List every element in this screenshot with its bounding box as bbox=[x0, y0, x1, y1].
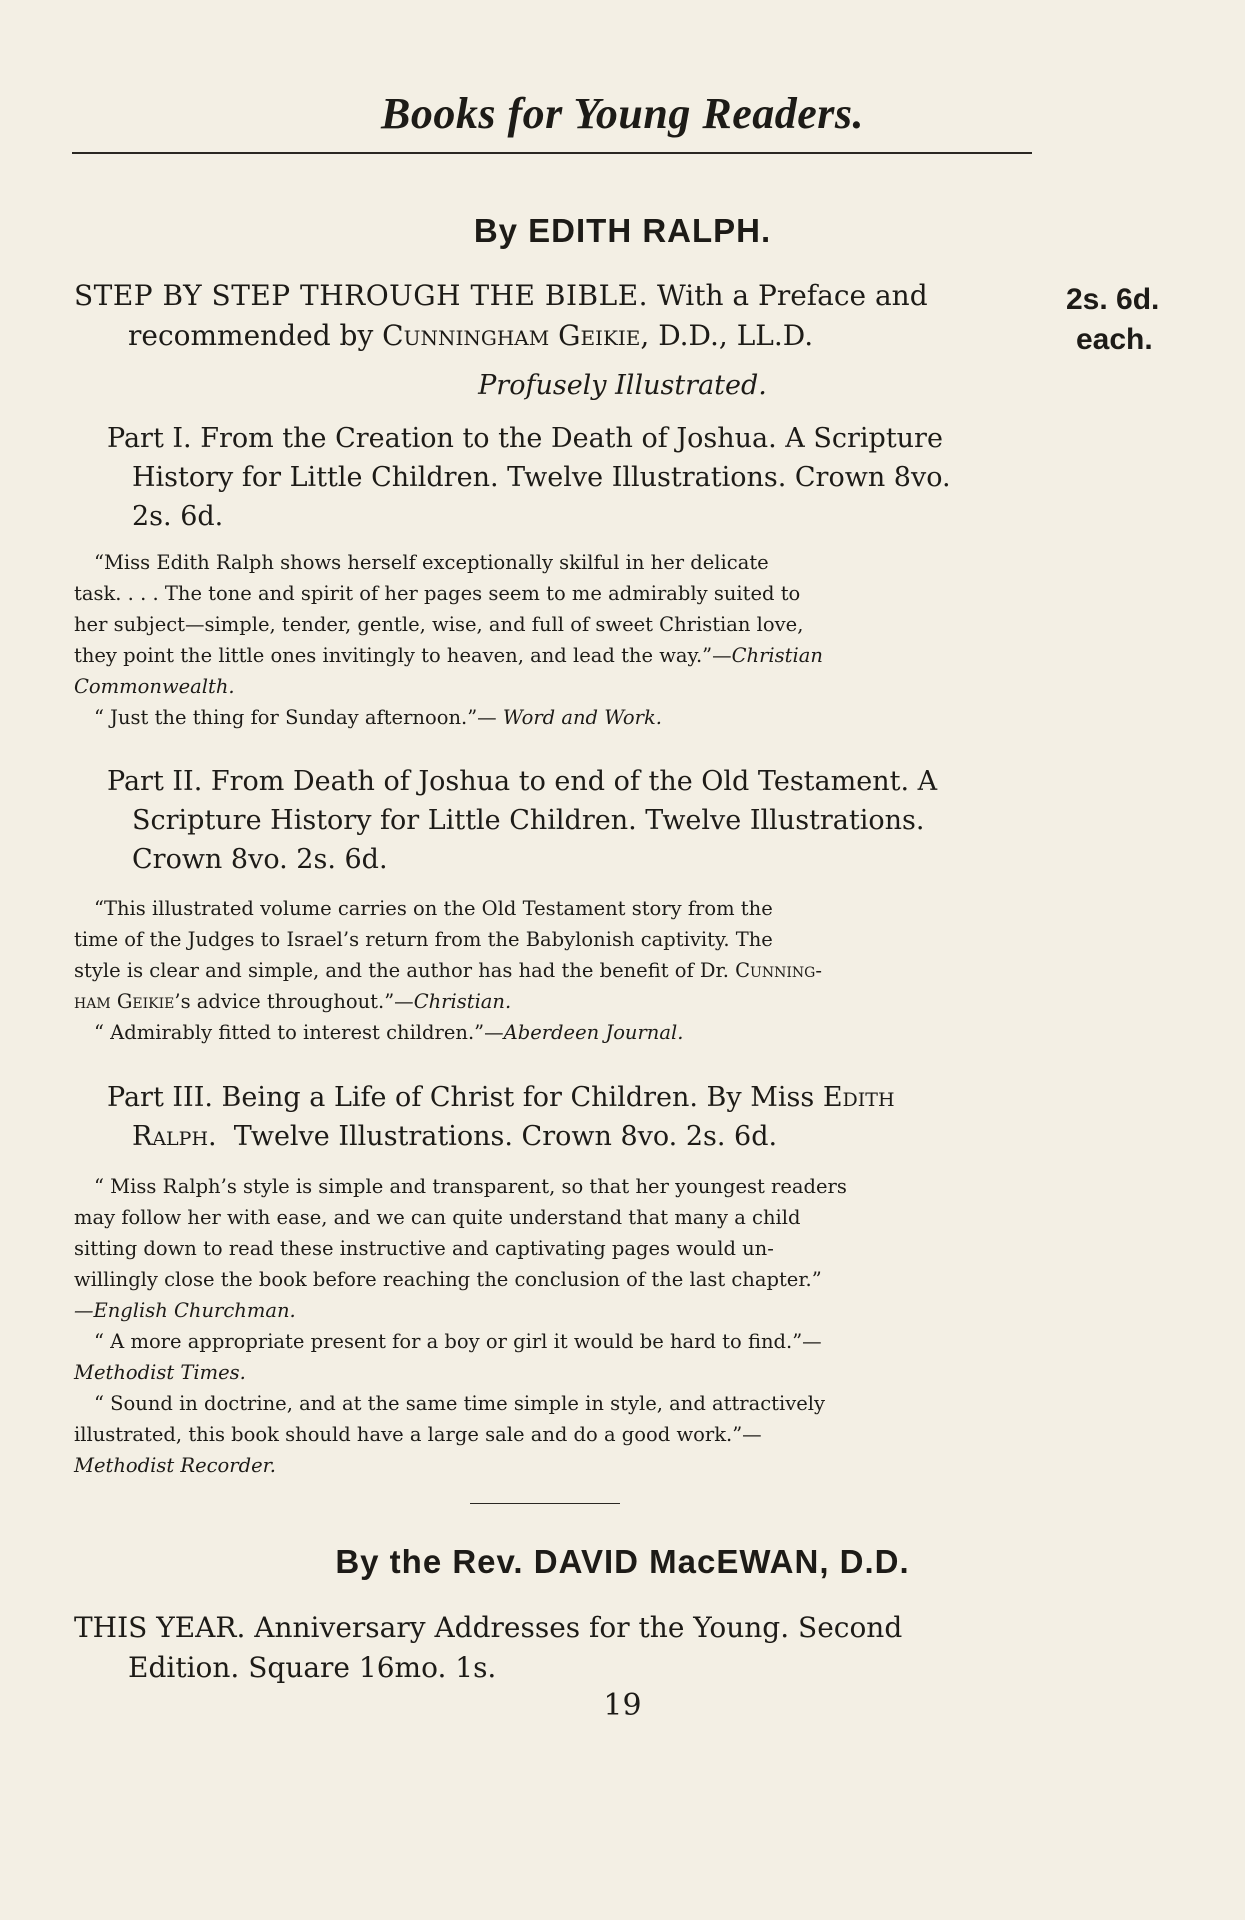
part-author: Edith bbox=[822, 1082, 895, 1113]
entry-line-1 bbox=[74, 276, 1034, 316]
author-heading-edith-ralph: By EDITH RALPH. bbox=[473, 212, 772, 249]
entry-line-1: THIS YEAR. Anniversary Addresses for the Young. Second bbox=[74, 1611, 903, 1644]
part-line: History for Little Children. Twelve Illustrations. Crown 8vo. bbox=[132, 462, 951, 493]
review-line: may follow her with ease, and we can quite understand that many a child bbox=[74, 1206, 801, 1229]
entry-line-2: Edition. Square 16mo. 1s. bbox=[128, 1651, 497, 1684]
price-each: each. bbox=[1076, 323, 1153, 356]
review-line: illustrated, this book should have a large sale and do a good work.”— bbox=[74, 1423, 762, 1446]
book-title: STEP BY STEP THROUGH THE BIBLE. bbox=[74, 279, 649, 312]
review-name: ham Geikie bbox=[74, 990, 175, 1013]
review-line bbox=[74, 986, 1034, 1017]
review-line bbox=[74, 955, 1034, 986]
review-source: Word and Work. bbox=[502, 706, 662, 729]
review-line: her subject—simple, tender, gentle, wise, and full of sweet Christian love, bbox=[74, 613, 804, 636]
review-line bbox=[74, 671, 1034, 702]
part-line: 2s. 6d. bbox=[132, 501, 224, 532]
review-line: task. . . . The tone and spirit of her pages seem to me admirably suited to bbox=[74, 582, 801, 605]
review-text: “ Admirably fitted to interest children.”— bbox=[94, 1021, 504, 1044]
review-line: “ Sound in doctrine, and at the same time simple in style, and attractively bbox=[94, 1392, 826, 1415]
review-line: “This illustrated volume carries on the Old Testament story from the bbox=[94, 897, 773, 920]
review-source: —English Churchman. bbox=[74, 1299, 296, 1322]
part-3-reviews bbox=[74, 1171, 1034, 1481]
preface-author-degrees: , D.D., LL.D. bbox=[640, 319, 814, 352]
part-text: Part III. Being a Life of Christ for Children. By Miss bbox=[107, 1082, 815, 1113]
part-author: Ralph. bbox=[132, 1121, 217, 1152]
review-line bbox=[74, 640, 1034, 671]
review-source: Methodist Recorder. bbox=[74, 1454, 277, 1477]
author-heading-david-macewan: By the Rev. DAVID MacEWAN, D.D. bbox=[335, 1543, 910, 1580]
part-1-entry bbox=[107, 419, 1033, 536]
part-text: Twelve Illustrations. Crown 8vo. 2s. 6d. bbox=[233, 1121, 778, 1152]
review-source: Commonwealth. bbox=[74, 675, 235, 698]
part-line: Part II. From Death of Joshua to end of the Old Testament. A bbox=[107, 766, 938, 797]
part-3-entry bbox=[107, 1078, 1033, 1156]
header-rule bbox=[72, 152, 1032, 154]
review-line bbox=[74, 1450, 1034, 1481]
review-text: they point the little ones invitingly to heaven, and lead the way.”— bbox=[74, 644, 732, 667]
review-line: “Miss Edith Ralph shows herself exceptionally skilful in her delicate bbox=[94, 551, 769, 574]
book-entry-step-by-step bbox=[74, 276, 1034, 356]
review-line: “ Miss Ralph’s style is simple and transparent, so that her youngest readers bbox=[94, 1175, 847, 1198]
review-line: sitting down to read these instructive and captivating pages would un- bbox=[74, 1237, 774, 1260]
part-line: Scripture History for Little Children. Twelve Illustrations. bbox=[132, 805, 925, 836]
book-entry-this-year bbox=[74, 1608, 1034, 1688]
section-divider bbox=[470, 1503, 620, 1504]
part-1-reviews bbox=[74, 547, 1034, 733]
part-line bbox=[107, 1078, 1033, 1117]
part-2-entry bbox=[107, 762, 1033, 879]
illustrated-note: Profusely Illustrated. bbox=[478, 370, 767, 401]
review-source: Aberdeen Journal. bbox=[503, 1021, 684, 1044]
review-name: Cunning- bbox=[735, 959, 822, 982]
review-text: style is clear and simple, and the author has had the benefit of Dr. bbox=[74, 959, 729, 982]
entry-description: With a Preface and bbox=[656, 279, 928, 312]
part-line: Crown 8vo. 2s. 6d. bbox=[132, 844, 388, 875]
page-number: 19 bbox=[603, 1688, 642, 1723]
preface-author: Cunningham Geikie bbox=[382, 319, 641, 352]
review-line bbox=[74, 1017, 1034, 1048]
review-line: “ A more appropriate present for a boy or girl it would be hard to find.”— bbox=[94, 1330, 822, 1353]
review-line bbox=[74, 1357, 1034, 1388]
review-text: ’s advice throughout.”— bbox=[174, 990, 414, 1013]
part-line bbox=[107, 1117, 1033, 1156]
review-line bbox=[74, 1295, 1034, 1326]
part-2-reviews bbox=[74, 893, 1034, 1048]
review-source: Methodist Times. bbox=[74, 1361, 246, 1384]
review-text: “ Just the thing for Sunday afternoon.”— bbox=[94, 706, 503, 729]
review-source: Christian bbox=[731, 644, 823, 667]
review-line: willingly close the book before reaching the conclusion of the last chapter.” bbox=[74, 1268, 822, 1291]
running-head: Books for Young Readers. bbox=[380, 89, 865, 138]
price-block bbox=[1066, 280, 1226, 360]
review-source: Christian. bbox=[413, 990, 512, 1013]
part-line: Part I. From the Creation to the Death of Joshua. A Scripture bbox=[107, 423, 943, 454]
price-amount: 2s. 6d. bbox=[1066, 283, 1160, 316]
review-line: time of the Judges to Israel’s return from the Babylonish captivity. The bbox=[74, 928, 773, 951]
entry-description-cont: recommended by bbox=[128, 319, 374, 352]
entry-line-2 bbox=[74, 316, 1034, 356]
review-line bbox=[74, 702, 1034, 733]
